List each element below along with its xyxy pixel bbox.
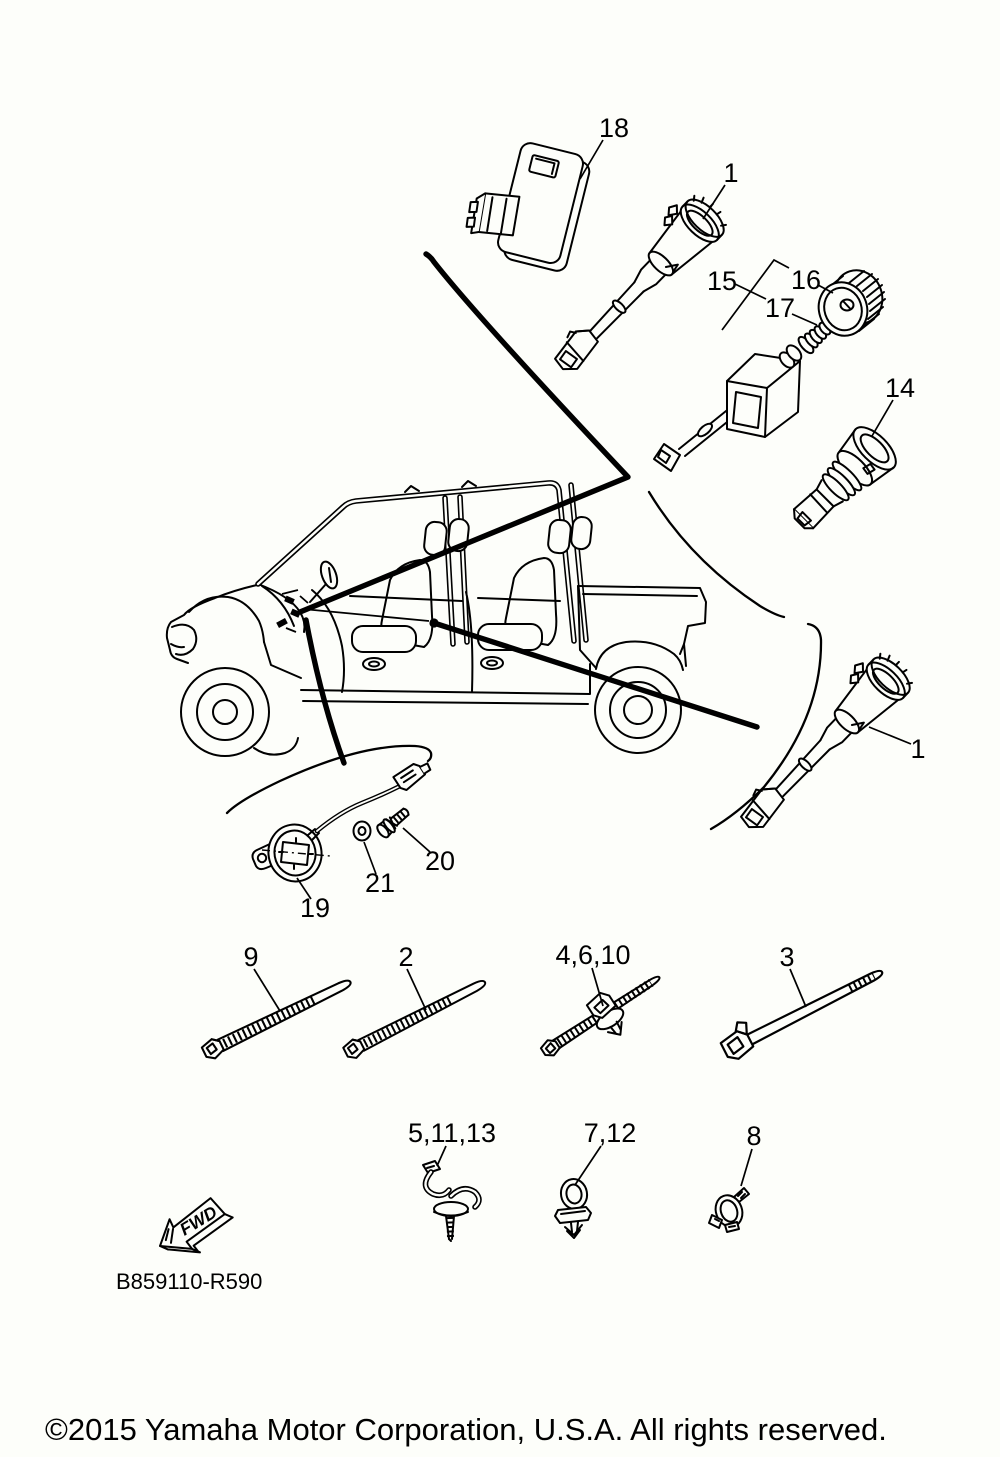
callout-label-15: 15 bbox=[706, 266, 738, 296]
callout-label-18: 18 bbox=[598, 113, 630, 143]
callout-label-14: 14 bbox=[884, 373, 916, 403]
part-9-drawing bbox=[200, 974, 354, 1062]
callout-label-7-12: 7,12 bbox=[583, 1118, 637, 1148]
part-19-drawing bbox=[253, 757, 434, 885]
part-18-drawing bbox=[460, 132, 593, 273]
part-7-12-drawing bbox=[555, 1177, 591, 1238]
part-21-drawing bbox=[354, 822, 371, 841]
callout-label-17: 17 bbox=[764, 293, 796, 323]
callout-label-16: 16 bbox=[790, 265, 822, 295]
drawing-number: B859110-R590 bbox=[116, 1269, 263, 1294]
copyright-notice: ©2015 Yamaha Motor Corporation, U.S.A. All rights reserved. bbox=[45, 1412, 887, 1447]
callout-label-21: 21 bbox=[364, 868, 396, 898]
part-8-drawing bbox=[709, 1188, 749, 1232]
part-4-6-10-drawing bbox=[533, 961, 674, 1075]
callout-label-2: 2 bbox=[398, 942, 414, 972]
part-14-drawing bbox=[781, 420, 903, 542]
callout-label-9: 9 bbox=[243, 942, 259, 972]
fwd-arrow-marker bbox=[151, 1191, 240, 1268]
part-3-drawing bbox=[716, 953, 888, 1062]
part-15-drawing bbox=[654, 343, 804, 471]
detail-bracket-rear-socket-top bbox=[649, 492, 784, 617]
callout-label-1-front: 1 bbox=[723, 158, 739, 188]
callout-label-20: 20 bbox=[424, 846, 456, 876]
vehicle-illustration bbox=[167, 481, 706, 756]
part-1-rear-drawing bbox=[723, 642, 919, 842]
callout-label-5-11-13: 5,11,13 bbox=[407, 1118, 497, 1148]
callout-label-3: 3 bbox=[779, 942, 795, 972]
callout-label-1-rear: 1 bbox=[910, 734, 926, 764]
callout-label-4-6-10: 4,6,10 bbox=[555, 940, 631, 970]
callout-label-8: 8 bbox=[746, 1121, 762, 1151]
callout-label-19: 19 bbox=[299, 893, 331, 923]
fwd-label: FWD bbox=[176, 1201, 221, 1240]
part-5-11-13-drawing bbox=[423, 1161, 479, 1241]
part-20-drawing bbox=[375, 805, 412, 840]
